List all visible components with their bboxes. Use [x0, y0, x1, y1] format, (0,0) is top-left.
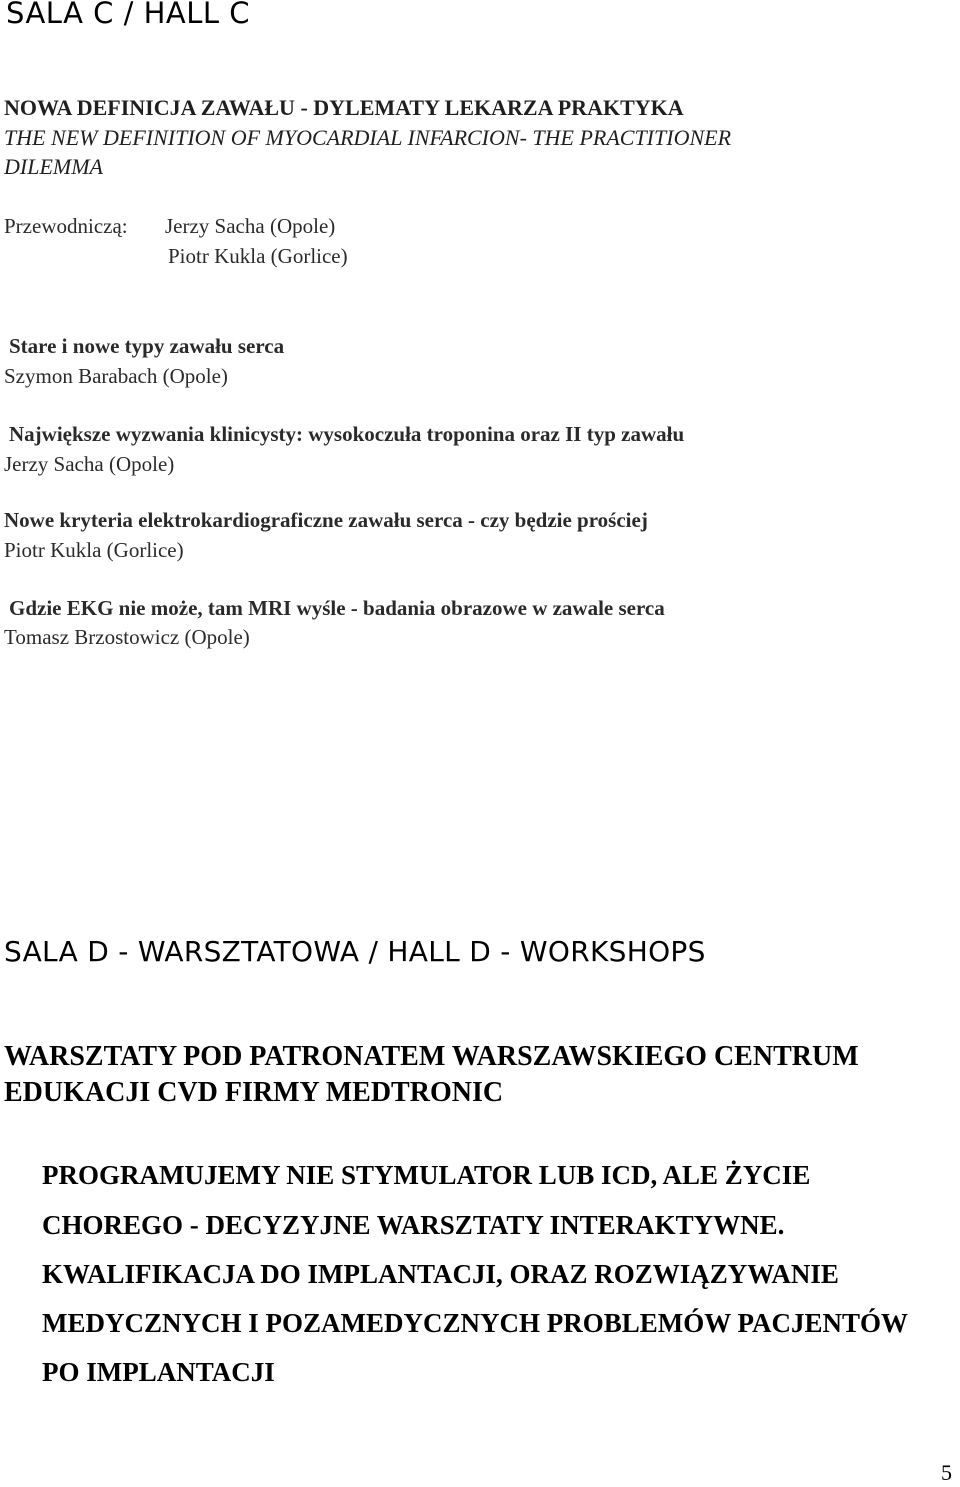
talk-speaker: Tomasz Brzostowicz (Opole)	[4, 625, 250, 649]
workshop-header: WARSZTATY POD PATRONATEM WARSZAWSKIEGO CENTRUM	[4, 1041, 859, 1072]
workshop-description-line: CHOREGO - DECYZYJNE WARSZTATY INTERAKTYWNE.	[42, 1210, 785, 1240]
talk-title: Gdzie EKG nie może, tam MRI wyśle - badania obrazowe w zawale serca	[9, 596, 665, 620]
hall-d-heading: SALA D - WARSZTATOWA / HALL D - WORKSHOPS	[4, 935, 706, 968]
session-title-en-continued: DILEMMA	[4, 154, 103, 179]
talk-title: Największe wyzwania klinicysty: wysokoczuła troponina oraz II typ zawału	[9, 422, 685, 446]
chairs-label: Przewodniczą:	[4, 214, 128, 238]
workshop-header-continued: EDUKACJI CVD FIRMY MEDTRONIC	[4, 1077, 504, 1108]
talk-speaker: Piotr Kukla (Gorlice)	[4, 538, 184, 562]
workshop-description-line: PROGRAMUJEMY NIE STYMULATOR LUB ICD, ALE ŻYCIE	[42, 1160, 811, 1190]
workshop-description-line: KWALIFIKACJA DO IMPLANTACJI, ORAZ ROZWIĄZYWANIE	[42, 1259, 839, 1289]
workshop-description-line: PO IMPLANTACJI	[42, 1357, 275, 1387]
page-number: 5	[941, 1460, 952, 1485]
talk-speaker: Jerzy Sacha (Opole)	[4, 452, 175, 476]
session-title-en: THE NEW DEFINITION OF MYOCARDIAL INFARCION- THE PRACTITIONER	[4, 125, 732, 150]
talk-speaker: Szymon Barabach (Opole)	[4, 364, 228, 388]
talk-title: Nowe kryteria elektrokardiograficzne zawału serca - czy będzie prościej	[4, 508, 648, 532]
workshop-description-line: MEDYCZNYCH I POZAMEDYCZNYCH PROBLEMÓW PACJENTÓW	[42, 1308, 909, 1338]
chair-person: Jerzy Sacha (Opole)	[165, 214, 336, 238]
talk-title: Stare i nowe typy zawału serca	[9, 334, 285, 358]
session-title-pl: NOWA DEFINICJA ZAWAŁU - DYLEMATY LEKARZA PRAKTYKA	[4, 95, 684, 120]
hall-c-heading: SALA C / HALL C	[6, 0, 251, 30]
chair-person: Piotr Kukla (Gorlice)	[168, 244, 348, 268]
